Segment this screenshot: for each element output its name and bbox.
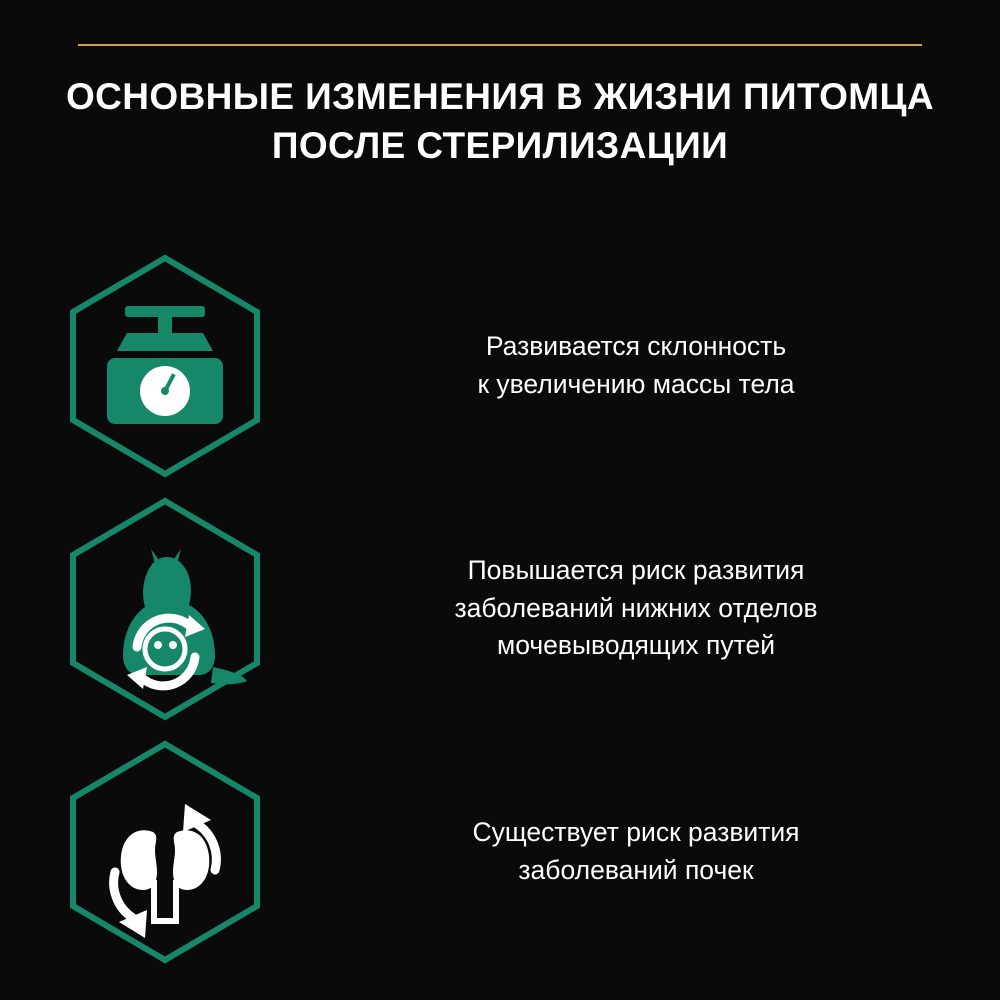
icon-cell [0, 254, 330, 478]
item-text-line: Существует риск развития [472, 816, 800, 847]
list-item [0, 734, 1000, 969]
list-item [0, 248, 1000, 483]
icon-cell [0, 740, 330, 964]
item-text [330, 814, 1000, 889]
kitchen-scale-icon [65, 254, 265, 478]
item-text [330, 328, 1000, 403]
page-title: ОСНОВНЫЕ ИЗМЕНЕНИЯ В ЖИЗНИ ПИТОМЦА ПОСЛЕ СТЕРИЛИЗАЦИИ [65, 76, 935, 167]
kidneys-icon [65, 740, 265, 964]
item-text [330, 552, 1000, 665]
items-list [0, 248, 1000, 977]
cat-urinary-tract-icon [65, 497, 265, 721]
item-text-line: мочевыводящих путей [497, 630, 775, 661]
item-text-line: заболеваний почек [518, 854, 754, 885]
item-text-line: заболеваний нижних отделов [454, 592, 818, 623]
item-text-line: Повышается риск развития [467, 555, 805, 586]
icon-cell [0, 497, 330, 721]
list-item [0, 491, 1000, 726]
gold-divider-line [78, 44, 922, 46]
item-text-line: Развивается склонность [485, 330, 787, 361]
item-text-line: к увеличению массы тела [477, 368, 795, 399]
